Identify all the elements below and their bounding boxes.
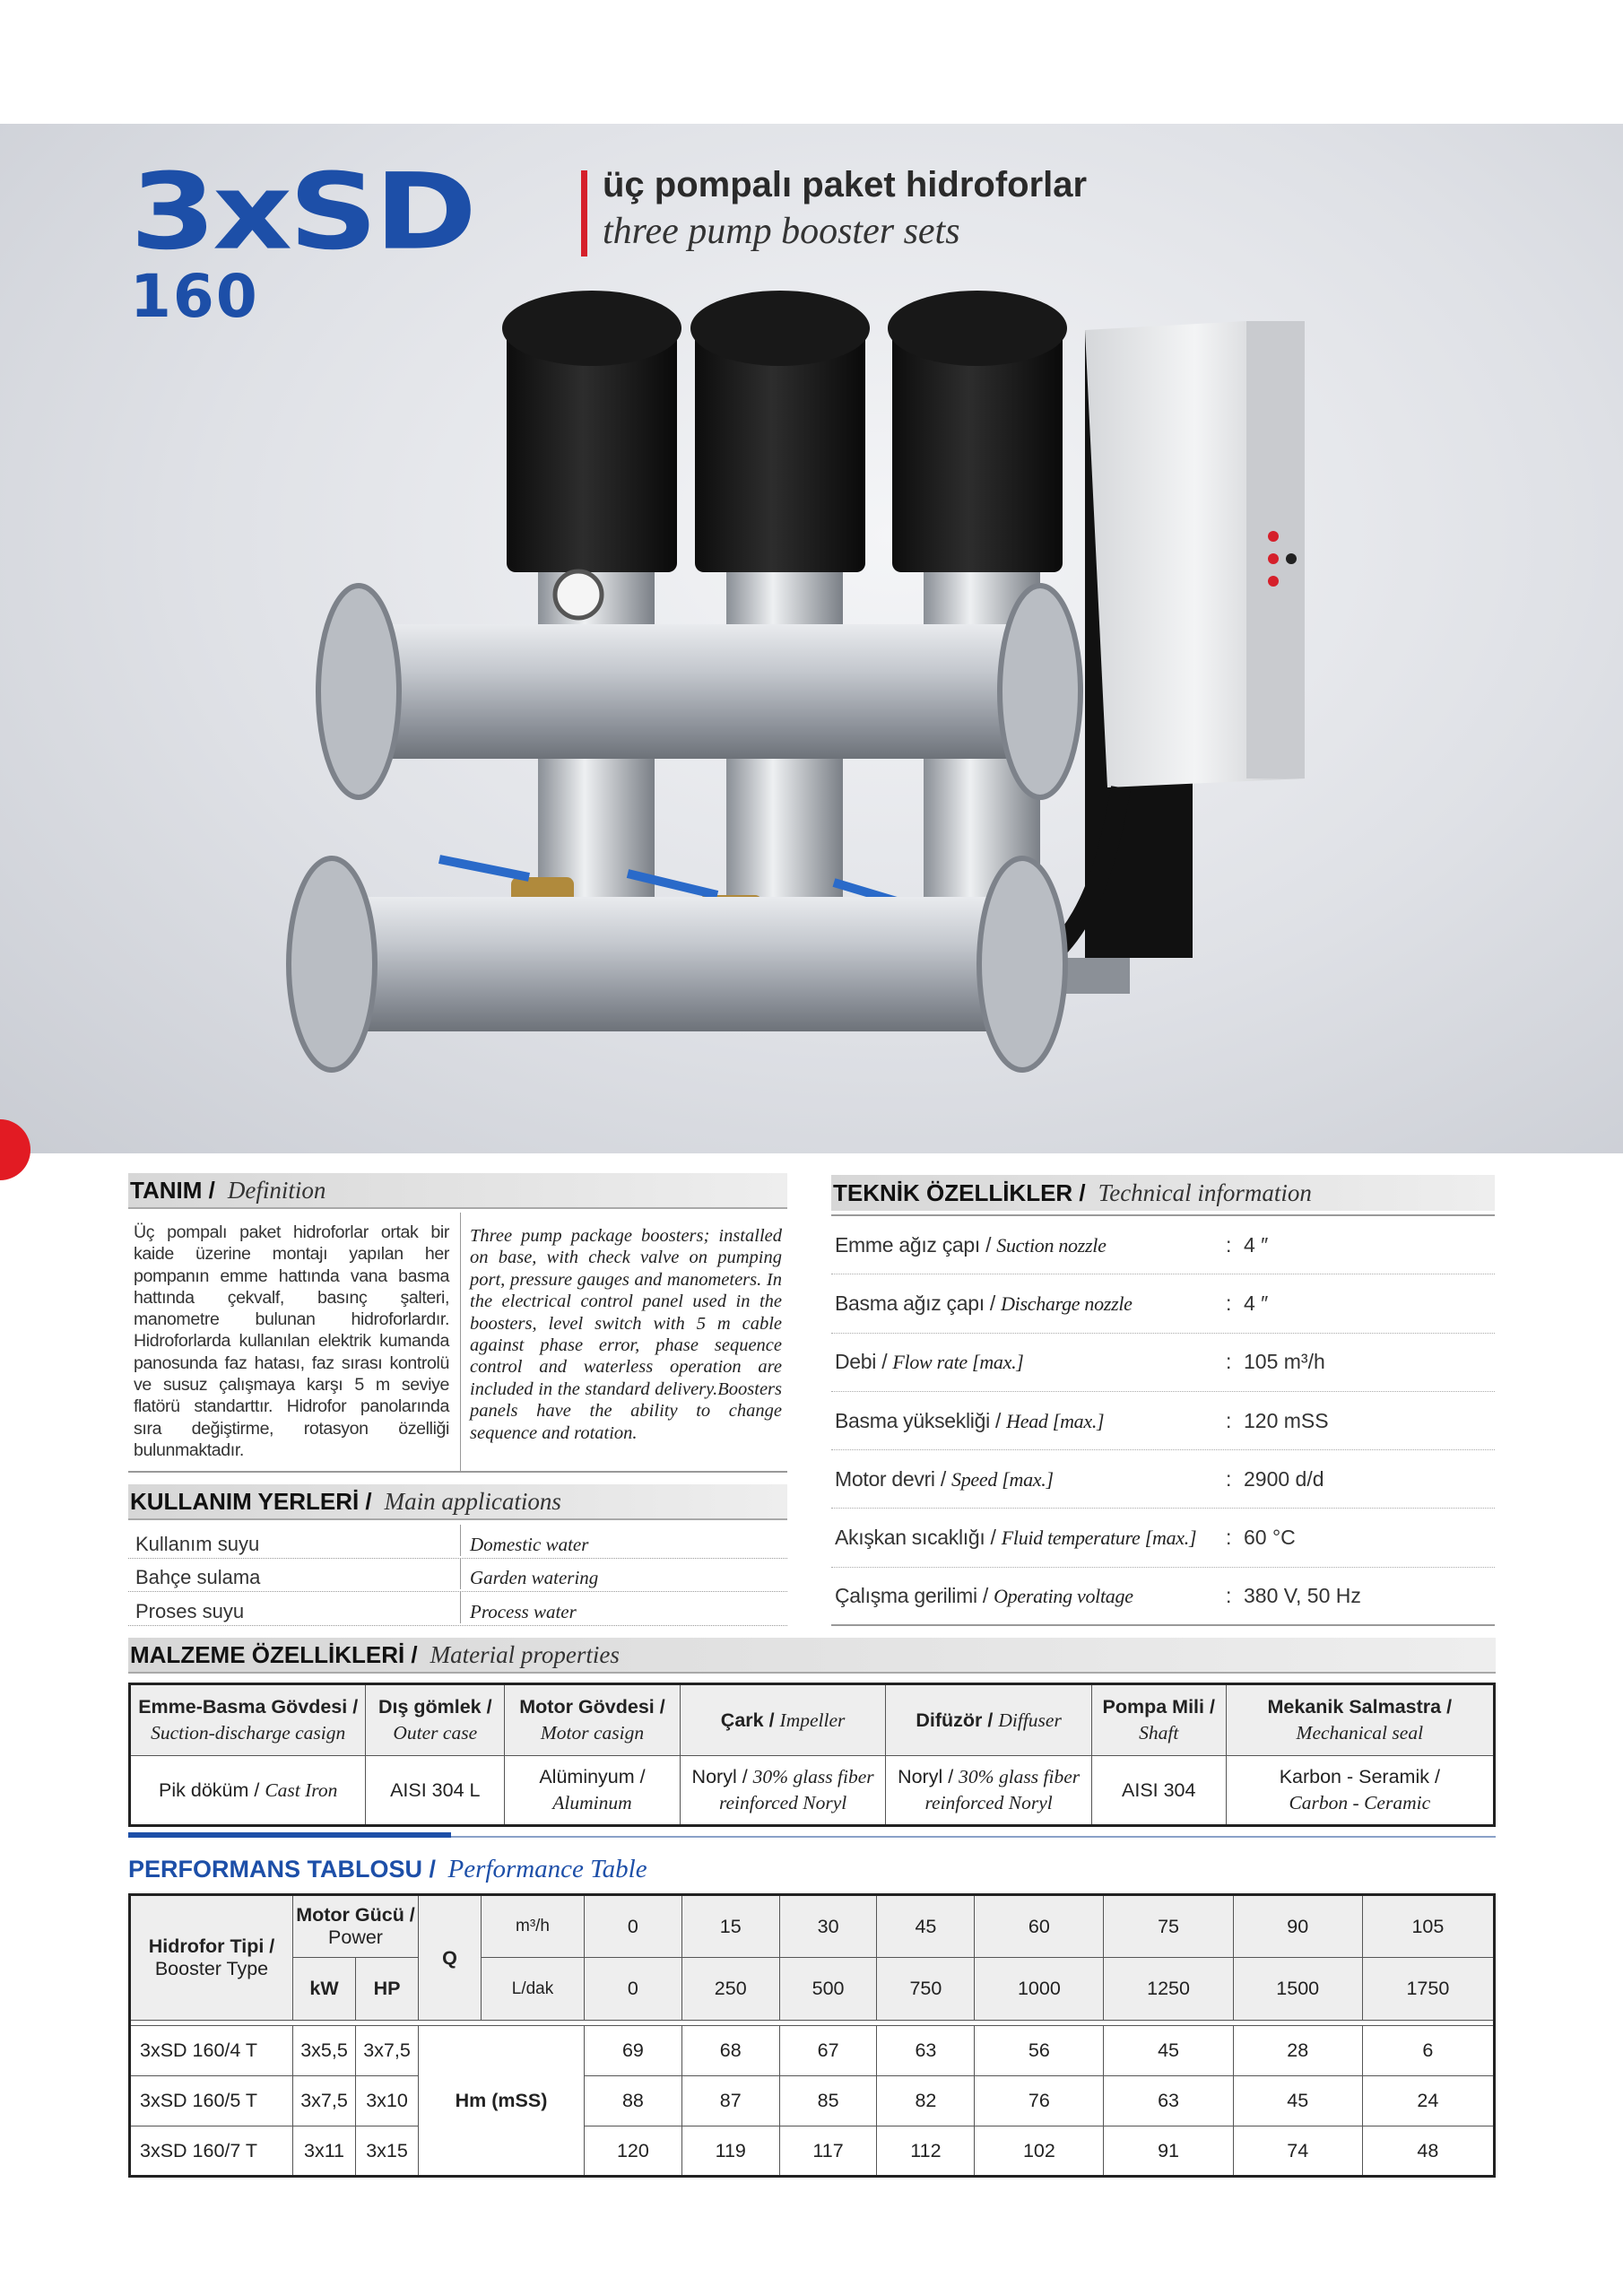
head-value: 119 [681, 2126, 779, 2177]
tech-label-en: Fluid temperature [max.] [1001, 1526, 1197, 1550]
power-hp: 3x15 [356, 2126, 419, 2177]
tech-value: 60 °C [1244, 1526, 1296, 1550]
table-row [130, 1895, 1495, 1958]
material-head: Motor Gövdesi / Motor casign [505, 1684, 681, 1756]
material-head: Mekanik Salmastra / Mechanical seal [1226, 1684, 1494, 1756]
head-value: 120 [585, 2126, 682, 2177]
power-label-cell: Motor Gücü / Power [293, 1895, 419, 1958]
head-value: 6 [1362, 2026, 1494, 2076]
flow-ldak: 500 [779, 1958, 877, 2021]
definition-text-en: Three pump package boosters; installed on base, with check valve on pumping port, pressure gauges and manometers. In the electrical control panel used in the boosters, level switch with 5 m cable against phase error, phase sequence control and waterless operation are included in the standard delivery.Boosters panels have the ability to change sequence and rotation. [460, 1213, 787, 1471]
booster-type: 3xSD 160/4 T [130, 2026, 293, 2076]
tech-label-en: Speed [max.] [951, 1467, 1054, 1491]
tech-value: 4 ″ [1244, 1291, 1269, 1315]
performance-header [128, 1855, 647, 1884]
material-value: Pik döküm / Cast Iron [130, 1756, 366, 1826]
head-value: 45 [1104, 2026, 1233, 2076]
head-value: 48 [1362, 2126, 1494, 2177]
flow-m3h: 60 [975, 1895, 1104, 1958]
flow-ldak: 1250 [1104, 1958, 1233, 2021]
table-row [130, 2126, 1495, 2177]
tech-row-suction: Emme ağız çapı / Suction nozzle : 4 ″ [831, 1216, 1495, 1274]
tech-label-en: Operating voltage [994, 1584, 1133, 1607]
applications-header-tr: KULLANIM YERLERİ / [130, 1487, 372, 1515]
material-value: AISI 304 L [366, 1756, 505, 1826]
head-value: 28 [1233, 2026, 1362, 2076]
head-value: 67 [779, 2026, 877, 2076]
suction-manifold [318, 897, 1027, 1031]
definition-header [128, 1173, 787, 1209]
head-value: 82 [877, 2076, 975, 2126]
material-head: Difüzör / Diffuser [886, 1684, 1092, 1756]
tech-row-discharge: Basma ağız çapı / Discharge nozzle : 4 ″ [831, 1274, 1495, 1333]
head-value: 45 [1233, 2076, 1362, 2126]
power-kw: 3x7,5 [293, 2076, 356, 2126]
flow-m3h: 45 [877, 1895, 975, 1958]
material-head: Çark / Impeller [680, 1684, 886, 1756]
flow-ldak: 1000 [975, 1958, 1104, 2021]
tech-row-flow: Debi / Flow rate [max.] : 105 m³/h [831, 1334, 1495, 1392]
head-value: 63 [1104, 2076, 1233, 2126]
tech-label-tr: Debi / [835, 1350, 888, 1374]
flow-m3h: 15 [681, 1895, 779, 1958]
power-kw: 3x5,5 [293, 2026, 356, 2076]
head-value: 68 [681, 2026, 779, 2076]
table-row [130, 1684, 1495, 1756]
q-label-cell: Q [419, 1895, 482, 2021]
tech-value: 120 mSS [1244, 1408, 1329, 1432]
flow-m3h: 30 [779, 1895, 877, 1958]
tech-value: 2900 d/d [1244, 1466, 1324, 1491]
head-value: 69 [585, 2026, 682, 2076]
performance-header-en: Performance Table [447, 1855, 647, 1883]
power-hp: 3x10 [356, 2076, 419, 2126]
application-tr: Proses suyu [135, 1599, 245, 1622]
technical-header-en: Technical information [1098, 1178, 1312, 1206]
flow-ldak: 250 [681, 1958, 779, 2021]
materials-header-en: Material properties [430, 1640, 620, 1668]
performance-header-tr: PERFORMANS TABLOSU / [128, 1856, 436, 1883]
technical-header-tr: TEKNİK ÖZELLİKLER / [833, 1178, 1086, 1206]
discharge-manifold [345, 624, 1036, 759]
flow-ldak: 750 [877, 1958, 975, 2021]
material-value: Noryl / 30% glass fiber reinforced Noryl [886, 1756, 1092, 1826]
technical-list [831, 1214, 1495, 1626]
head-value: 63 [877, 2026, 975, 2076]
title-divider [581, 170, 587, 257]
flow-m3h: 90 [1233, 1895, 1362, 1958]
pressure-gauge [555, 571, 602, 618]
tech-label-tr: Çalışma gerilimi / [835, 1583, 988, 1607]
tech-label-tr: Basma yüksekliği / [835, 1408, 1002, 1432]
head-value: 91 [1104, 2126, 1233, 2177]
tech-label-en: Flow rate [max.] [892, 1351, 1024, 1374]
hm-label-cell: Hm (mSS) [419, 2026, 585, 2177]
definition-body [128, 1213, 787, 1473]
materials-header [128, 1638, 1496, 1674]
material-head: Dış gömlek / Outer case [366, 1684, 505, 1756]
list-item [128, 1559, 787, 1593]
application-tr: Kullanım suyu [135, 1532, 260, 1555]
tech-label-tr: Emme ağız çapı / [835, 1232, 992, 1257]
tech-row-head: Basma yüksekliği / Head [max.] : 120 mSS [831, 1392, 1495, 1450]
list-item [128, 1592, 787, 1626]
unit-ldak: L/dak [482, 1958, 585, 2021]
hero-section [0, 124, 1623, 1153]
tech-value: 380 V, 50 Hz [1244, 1583, 1361, 1607]
tech-value: 105 m³/h [1244, 1350, 1325, 1374]
section-divider [128, 1836, 1496, 1838]
material-head: Pompa Mili / Shaft [1091, 1684, 1226, 1756]
applications-header-en: Main applications [384, 1487, 561, 1515]
table-row [130, 2026, 1495, 2076]
application-en: Process water [460, 1592, 787, 1623]
material-value: Noryl / 30% glass fiber reinforced Noryl [680, 1756, 886, 1826]
head-value: 117 [779, 2126, 877, 2177]
title-tr: üç pompalı paket hidroforlar [603, 165, 1088, 204]
application-tr: Bahçe sulama [135, 1566, 261, 1588]
list-item [128, 1525, 787, 1559]
power-kw: 3x11 [293, 2126, 356, 2177]
tech-row-temperature: Akışkan sıcaklığı / Fluid temperature [max.] : 60 °C [831, 1509, 1495, 1567]
flow-ldak: 0 [585, 1958, 682, 2021]
definition-header-en: Definition [227, 1176, 326, 1204]
kw-label: kW [293, 1958, 356, 2021]
logo-series: 160 [130, 262, 259, 331]
table-row [130, 2076, 1495, 2126]
tech-label-en: Discharge nozzle [1001, 1292, 1133, 1315]
head-value: 102 [975, 2126, 1104, 2177]
tech-label-tr: Akışkan sıcaklığı / [835, 1526, 996, 1550]
flow-m3h: 0 [585, 1895, 682, 1958]
tech-label-en: Head [max.] [1006, 1409, 1105, 1432]
performance-table [128, 1893, 1496, 2178]
material-value: Karbon - Seramik / Carbon - Ceramic [1226, 1756, 1494, 1826]
hp-label: HP [356, 1958, 419, 2021]
tech-row-voltage: Çalışma gerilimi / Operating voltage : 380 V, 50 Hz [831, 1568, 1495, 1626]
material-value: AISI 304 [1091, 1756, 1226, 1826]
definition-text-tr: Üç pompalı paket hidroforlar ortak bir kaide üzerine montajı yapılan her pompanın emme hattında vana basma hattında çekvalf, basınç şalteri, manometre bulunan hidroforlardır. Hidroforlarda kullanılan elektrik kumanda panosunda faz hatası, faz sırası kontrolü ve susuz çalışmaya karşı 5 m seviye flatörü standarttır. Hidrofor panolarında sıra değiştirme, rotasyon özelliği bulunmaktadır. [134, 1222, 449, 1460]
title-en: three pump booster sets [603, 211, 960, 252]
flow-ldak: 1500 [1233, 1958, 1362, 2021]
type-label-cell: Hidrofor Tipi / Booster Type [130, 1895, 293, 2021]
application-en: Garden watering [460, 1559, 787, 1590]
tech-label-en: Suction nozzle [996, 1233, 1107, 1257]
materials-header-tr: MALZEME ÖZELLİKLERİ / [130, 1640, 418, 1668]
flow-m3h: 75 [1104, 1895, 1233, 1958]
head-value: 85 [779, 2076, 877, 2126]
flow-m3h: 105 [1362, 1895, 1494, 1958]
technical-header [831, 1175, 1495, 1211]
tech-value: 4 ″ [1244, 1232, 1269, 1257]
unit-m3h: m³/h [482, 1895, 585, 1958]
flow-ldak: 1750 [1362, 1958, 1494, 2021]
tech-label-tr: Motor devri / [835, 1466, 946, 1491]
material-value: Alüminyum / Aluminum [505, 1756, 681, 1826]
head-value: 56 [975, 2026, 1104, 2076]
head-value: 87 [681, 2076, 779, 2126]
logo-model: 3xSD [130, 150, 473, 274]
application-en: Domestic water [460, 1525, 787, 1556]
table-row [130, 1756, 1495, 1826]
power-hp: 3x7,5 [356, 2026, 419, 2076]
definition-header-tr: TANIM / [130, 1176, 215, 1204]
head-value: 24 [1362, 2076, 1494, 2126]
materials-table [128, 1683, 1496, 1827]
table-row [130, 1958, 1495, 2021]
head-value: 112 [877, 2126, 975, 2177]
head-value: 88 [585, 2076, 682, 2126]
tech-row-speed: Motor devri / Speed [max.] : 2900 d/d [831, 1450, 1495, 1509]
head-value: 76 [975, 2076, 1104, 2126]
booster-type: 3xSD 160/7 T [130, 2126, 293, 2177]
material-head: Emme-Basma Gövdesi / Suction-discharge casign [130, 1684, 366, 1756]
head-value: 74 [1233, 2126, 1362, 2177]
booster-type: 3xSD 160/5 T [130, 2076, 293, 2126]
tech-label-tr: Basma ağız çapı / [835, 1291, 995, 1315]
applications-header [128, 1484, 787, 1520]
applications-list [128, 1525, 787, 1626]
